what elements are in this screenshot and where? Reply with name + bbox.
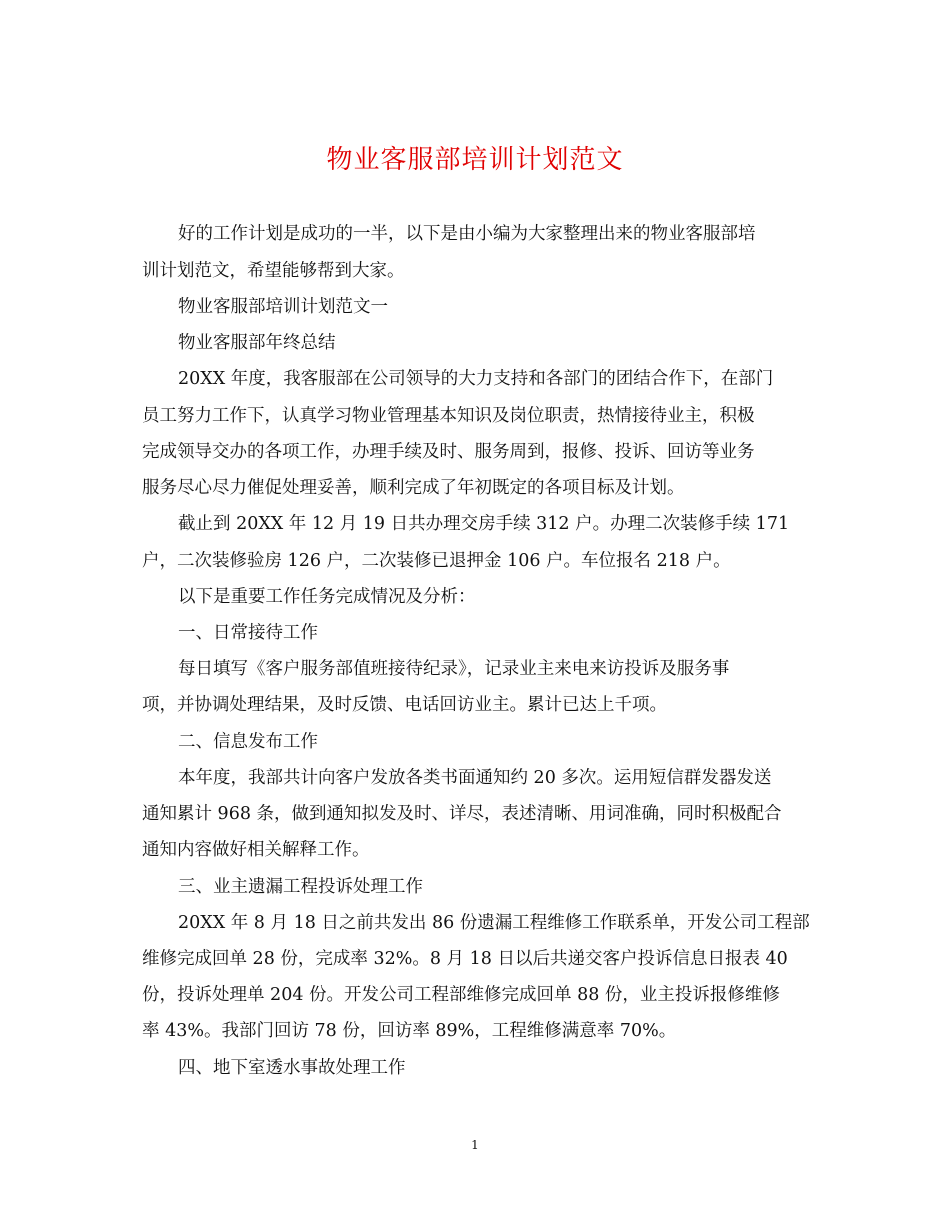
section-heading: 物业客服部培训计划范文一	[178, 297, 388, 317]
paragraph-line: 以下是重要工作任务完成情况及分析：	[178, 587, 476, 607]
section-heading: 一、日常接待工作	[178, 623, 318, 643]
section-heading: 二、信息发布工作	[178, 732, 318, 752]
paragraph-line: 服务尽心尽力催促处理妥善，顺利完成了年初既定的各项目标及计划。	[142, 478, 685, 498]
paragraph-line: 20XX 年度，我客服部在公司领导的大力支持和各部门的团结合作下，在部门	[178, 369, 774, 389]
paragraph-line: 20XX 年 8 月 18 日之前共发出 86 份遗漏工程维修工作联系单，开发公司工程部	[178, 913, 810, 933]
paragraph-line: 份，投诉处理单 204 份。开发公司工程部维修完成回单 88 份，业主投诉报修维修	[142, 985, 780, 1005]
page-number: 1	[471, 1138, 479, 1152]
paragraph-line: 通知累计 968 条，做到通知拟发及时、详尽，表述清晰、用词准确，同时积极配合	[142, 804, 782, 824]
paragraph-line: 每日填写《客户服务部值班接待纪录》，记录业主来电来访投诉及服务事	[178, 659, 730, 679]
paragraph-line: 通知内容做好相关解释工作。	[142, 840, 370, 860]
document-title: 物业客服部培训计划范文	[326, 145, 624, 175]
section-heading: 三、业主遗漏工程投诉处理工作	[178, 877, 423, 897]
paragraph-line: 好的工作计划是成功的一半，以下是由小编为大家整理出来的物业客服部培	[178, 224, 756, 244]
paragraph-line: 员工努力工作下，认真学习物业管理基本知识及岗位职责，热情接待业主，积极	[142, 406, 755, 426]
section-heading: 物业客服部年终总结	[178, 333, 336, 353]
paragraph-line: 训计划范文，希望能够帮到大家。	[142, 261, 405, 281]
paragraph-line: 完成领导交办的各项工作，办理手续及时、服务周到，报修、投诉、回访等业务	[142, 442, 755, 462]
paragraph-line: 维修完成回单 28 份，完成率 32%。8 月 18 日以后共递交客户投诉信息日报表 40	[142, 949, 788, 969]
paragraph-line: 截止到 20XX 年 12 月 19 日共办理交房手续 312 户。办理二次装修手续 171	[178, 514, 790, 534]
paragraph-line: 本年度，我部共计向客户发放各类书面通知约 20 多次。运用短信群发器发送	[178, 768, 772, 788]
paragraph-line: 率 43%。我部门回访 78 份，回访率 89%，工程维修满意率 70%。	[142, 1021, 677, 1041]
section-heading: 四、地下室透水事故处理工作	[178, 1058, 406, 1078]
paragraph-line: 项，并协调处理结果，及时反馈、电话回访业主。累计已达上千项。	[142, 695, 667, 715]
paragraph-line: 户，二次装修验房 126 户，二次装修已退押金 106 户。车位报名 218 户。	[142, 551, 731, 571]
